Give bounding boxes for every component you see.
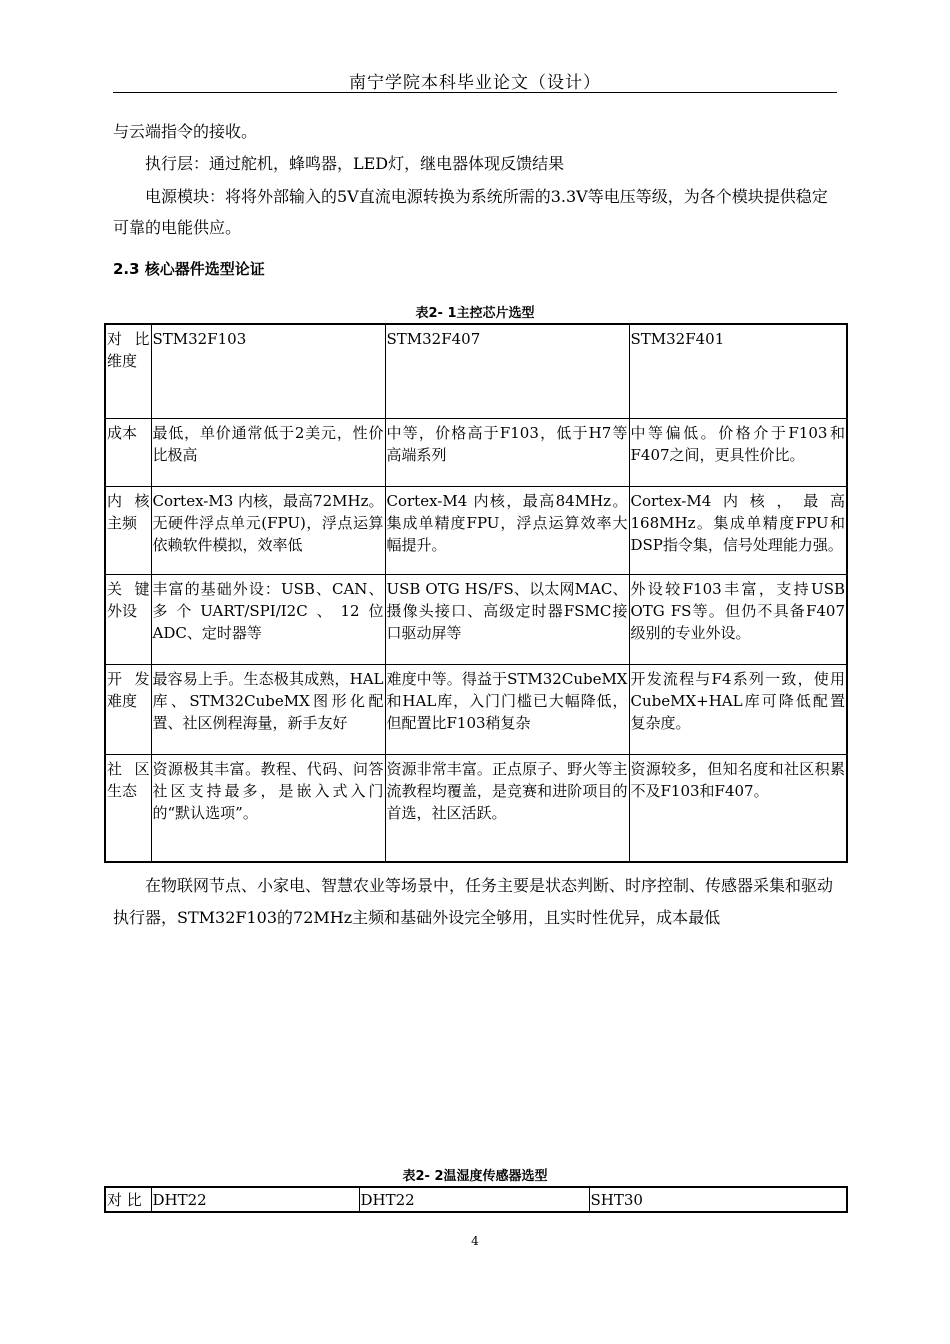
mcu-selection-table: [104, 323, 848, 863]
table-cell: 资源非常丰富。正点原子、野火等主流教程均覆盖，是竞赛和进阶项目的首选，社区活跃。: [385, 754, 629, 862]
table-cell: USB OTG HS/FS、以太网MAC、摄像头接口、高级定时器FSMC接口驱动屏等: [385, 574, 629, 664]
table-header-row: [105, 1187, 847, 1212]
table-cell: Cortex-M3 内核，最高72MHz。无硬件浮点单元(FPU)，浮点运算依赖软件模拟，效率低: [151, 486, 385, 574]
paragraph-power-module: 电源模块：将将外部输入的5V直流电源转换为系统所需的3.3V等电压等级，为各个模块提供稳定可靠的电能供应。: [113, 187, 828, 237]
table-header-cell: 对 比: [105, 1187, 151, 1212]
paragraph-execution-layer: 执行层：通过舵机，蜂鸣器，LED灯，继电器体现反馈结果: [145, 154, 565, 173]
table-cell: 开发难度: [105, 664, 151, 754]
table-header-row: [105, 324, 847, 418]
sensor-selection-table: [104, 1186, 848, 1213]
table-header-cell: 对比维度: [105, 324, 151, 418]
table-row: [105, 486, 847, 574]
table-cell: 社区生态: [105, 754, 151, 862]
table-cell: 成本: [105, 418, 151, 486]
table-cell: Cortex-M4内核，最高168MHz。集成单精度FPU和DSP指令集，信号处理能力强。: [629, 486, 847, 574]
table-cell: 资源极其丰富。教程、代码、问答社区支持最多，是嵌入式入门的“默认选项”。: [151, 754, 385, 862]
section-heading: 2.3 核心器件选型论证: [113, 260, 265, 278]
table-cell: 外设较F103丰富，支持USB OTG FS等。但仍不具备F407级别的专业外设。: [629, 574, 847, 664]
table-header-cell: DHT22: [151, 1187, 359, 1212]
table-cell: 难度中等。得益于STM32CubeMX和HAL库，入门门槛已大幅降低，但配置比F103稍复杂: [385, 664, 629, 754]
table-row: [105, 664, 847, 754]
table-row: [105, 418, 847, 486]
table-header-cell: DHT22: [359, 1187, 589, 1212]
table-cell: 中等，价格高于F103，低于H7等高端系列: [385, 418, 629, 486]
table-cell: 丰富的基础外设：USB、CAN、多个UART/SPI/I2C、12位ADC、定时器等: [151, 574, 385, 664]
table-cell: 最低，单价通常低于2美元，性价比极高: [151, 418, 385, 486]
page-number: 4: [471, 1234, 479, 1248]
table-header-cell: SHT30: [589, 1187, 847, 1212]
table-row: [105, 574, 847, 664]
table-cell: 关键外设: [105, 574, 151, 664]
table1-caption: 表2- 1主控芯片选型: [415, 306, 535, 321]
paragraph-continuation: 与云端指令的接收。: [113, 122, 258, 141]
table-header-cell: STM32F407: [385, 324, 629, 418]
table-header-cell: STM32F401: [629, 324, 847, 418]
table2-caption: 表2- 2温湿度传感器选型: [402, 1169, 548, 1184]
running-header: 南宁学院本科毕业论文（设计）: [349, 73, 601, 93]
header-rule: [113, 92, 837, 93]
table-cell: 开发流程与F4系列一致，使用CubeMX+HAL库可降低配置复杂度。: [629, 664, 847, 754]
table-cell: 中等偏低。价格介于F103和F407之间，更具性价比。: [629, 418, 847, 486]
table-cell: 最容易上手。生态极其成熟，HAL库、STM32CubeMX图形化配置、社区例程海量，新手友好: [151, 664, 385, 754]
table-cell: Cortex-M4 内核，最高84MHz。集成单精度FPU，浮点运算效率大幅提升。: [385, 486, 629, 574]
table-header-cell: STM32F103: [151, 324, 385, 418]
paragraph-conclusion: 在物联网节点、小家电、智慧农业等场景中，任务主要是状态判断、时序控制、传感器采集和驱动执行器，STM32F103的72MHz主频和基础外设完全够用，且实时性优异，成本最低: [113, 876, 834, 927]
table-cell: 资源较多，但知名度和社区积累不及F103和F407。: [629, 754, 847, 862]
table-cell: 内核主频: [105, 486, 151, 574]
table-row: [105, 754, 847, 862]
